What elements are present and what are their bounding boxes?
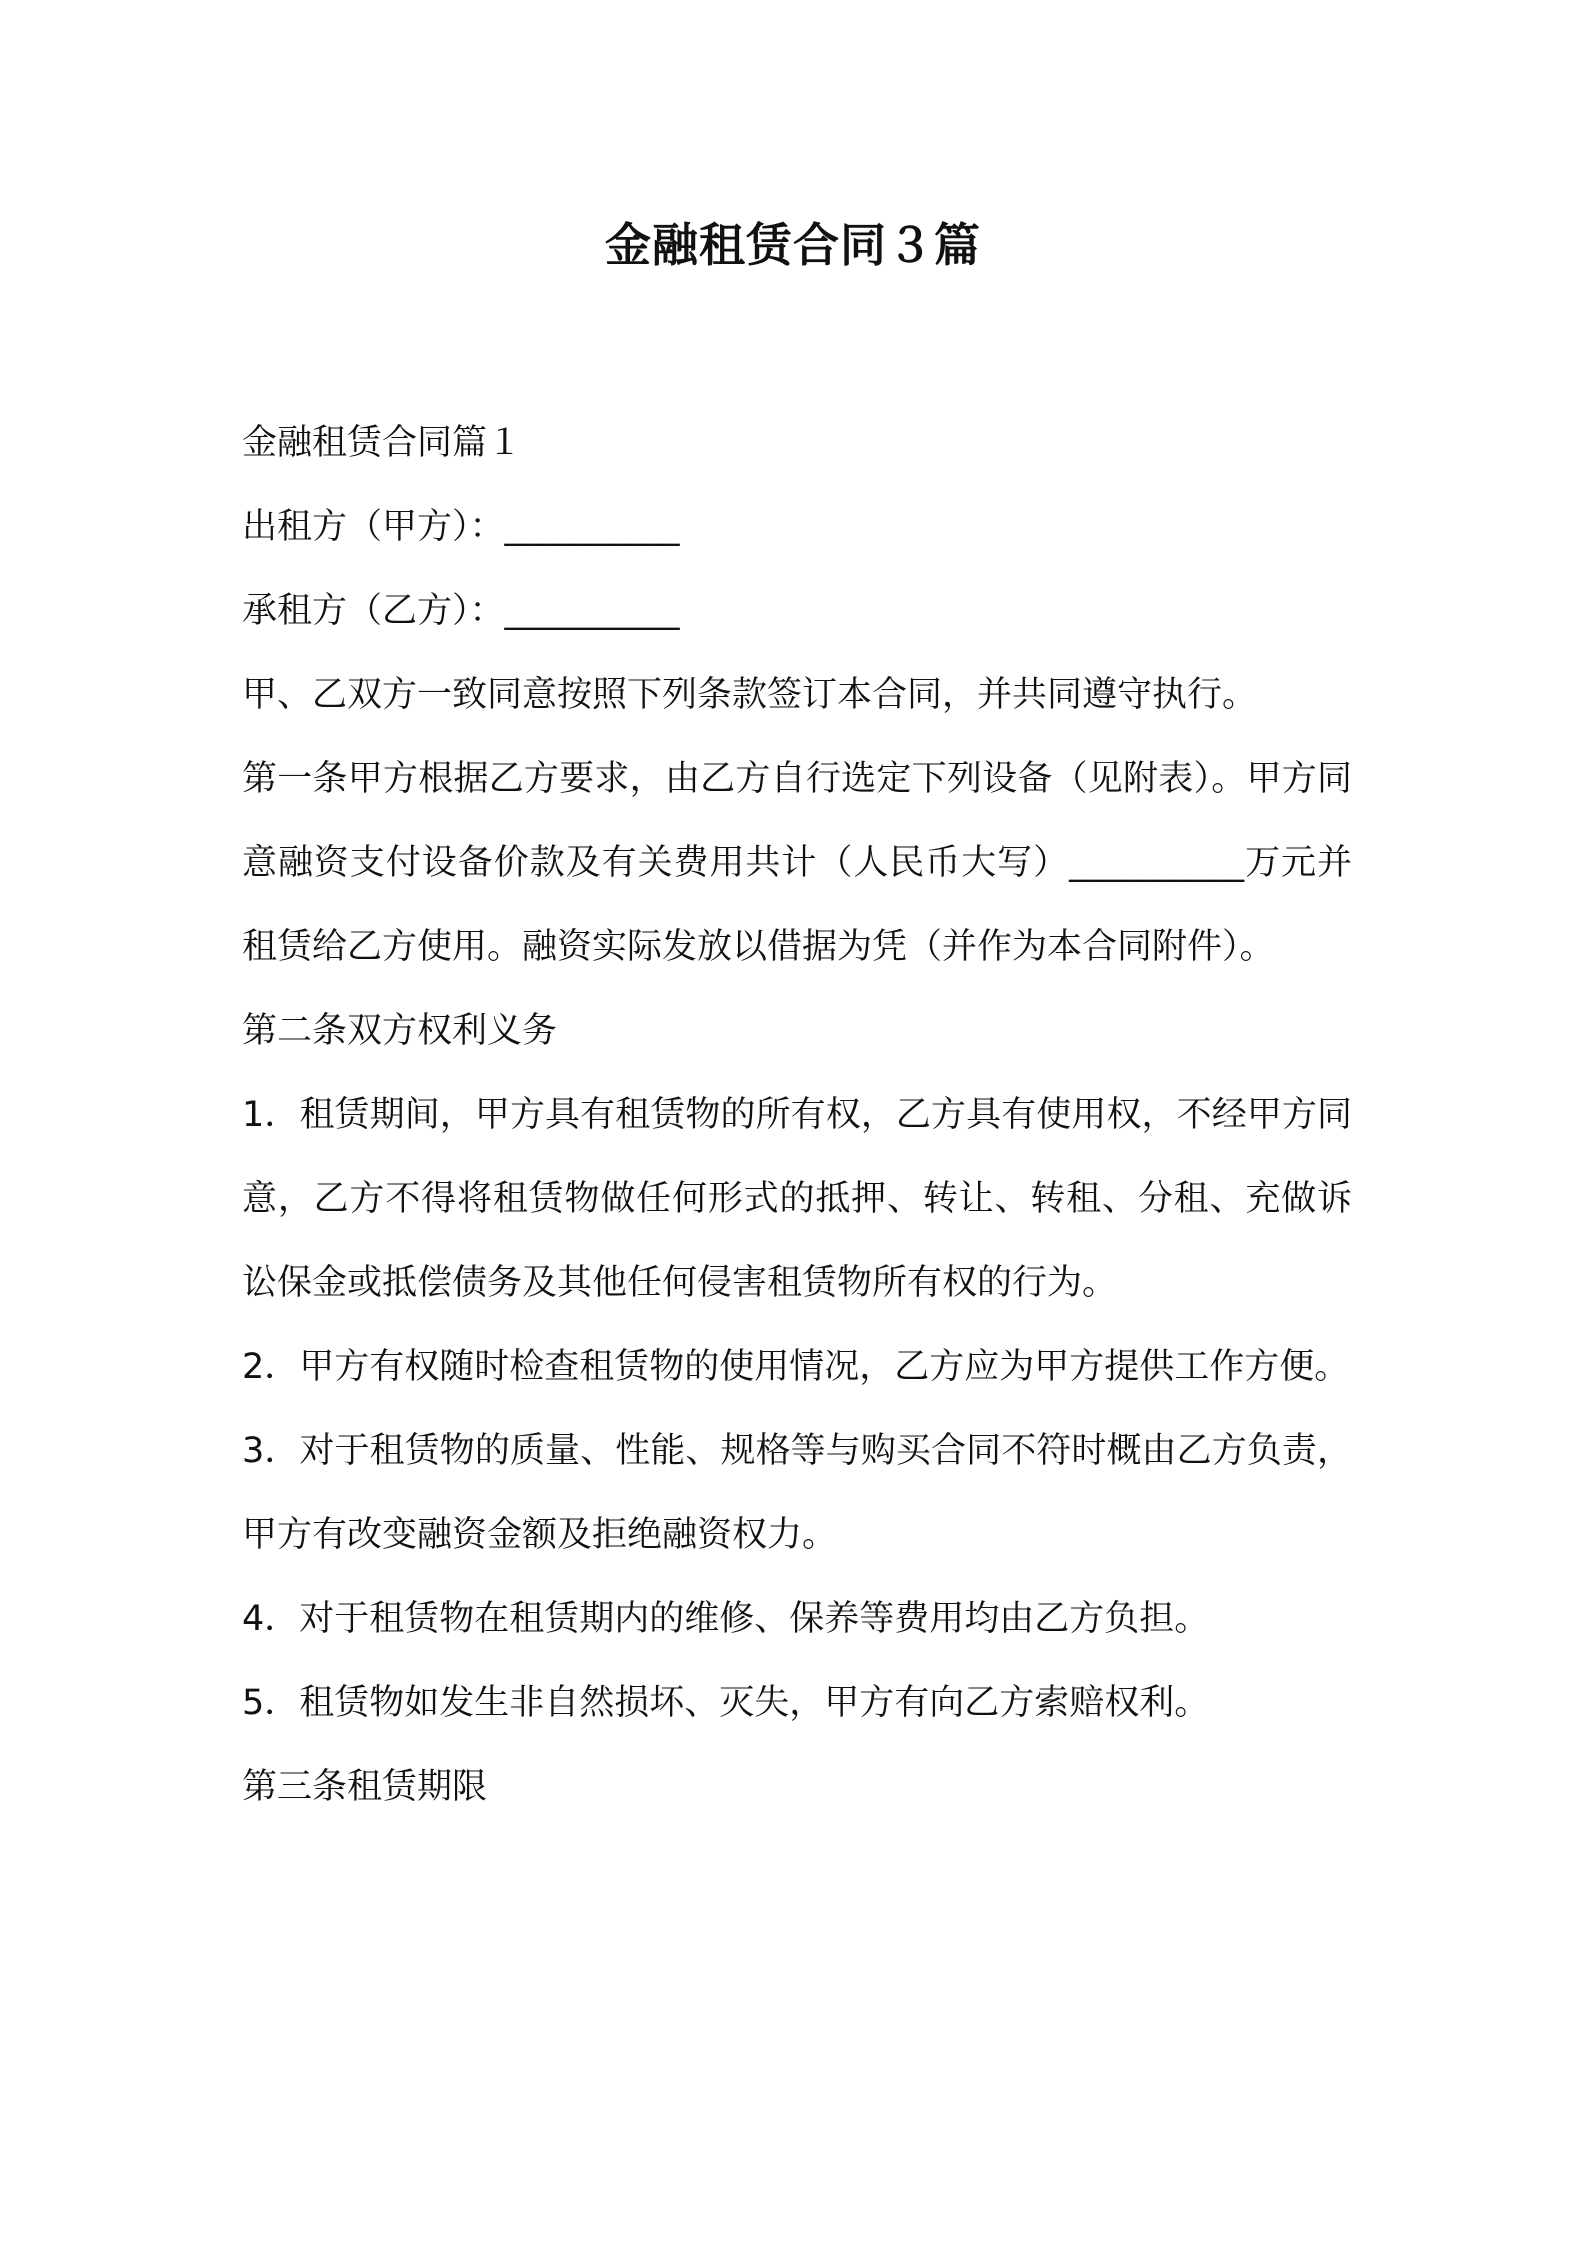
clause-paragraph: 2．甲方有权随时检查租赁物的使用情况，乙方应为甲方提供工作方便。 bbox=[242, 1347, 1350, 1387]
article-three-heading: 第三条租赁期限 bbox=[242, 1767, 488, 1807]
agreement-paragraph: 甲、乙双方一致同意按照下列条款签订本合同，并共同遵守执行。 bbox=[242, 675, 1258, 715]
lessee-line: 承租方（乙方）：__________ bbox=[242, 591, 680, 631]
clause-paragraph: 1．租赁期间，甲方具有租赁物的所有权，乙方具有使用权，不经甲方同意，乙方不得将租赁物做任何形式的抵押、转让、转租、分租、充做诉讼保金或抵偿债务及其他任何侵害租赁物所有权的行为。 bbox=[242, 1095, 1352, 1303]
clause-paragraph: 5．租赁物如发生非自然损坏、灭失，甲方有向乙方索赔权利。 bbox=[242, 1683, 1210, 1723]
lessor-line: 出租方（甲方）：__________ bbox=[242, 507, 680, 547]
section-heading: 金融租赁合同篇１ bbox=[242, 423, 523, 463]
clause-paragraph: 3．对于租赁物的质量、性能、规格等与购买合同不符时概由乙方负责，甲方有改变融资金额及拒绝融资权力。 bbox=[242, 1431, 1352, 1555]
article-one-paragraph: 第一条甲方根据乙方要求，由乙方自行选定下列设备（见附表）。甲方同意融资支付设备价款及有关费用共计（人民币大写）__________万元并租赁给乙方使用。融资实际发放以借据为凭（并作为本合同附件）。 bbox=[242, 759, 1352, 967]
document-title: 金融租赁合同３篇 bbox=[605, 218, 981, 272]
article-two-heading: 第二条双方权利义务 bbox=[242, 1011, 558, 1051]
document-body bbox=[242, 401, 1352, 1829]
clause-paragraph: 4．对于租赁物在租赁期内的维修、保养等费用均由乙方负担。 bbox=[242, 1599, 1210, 1639]
